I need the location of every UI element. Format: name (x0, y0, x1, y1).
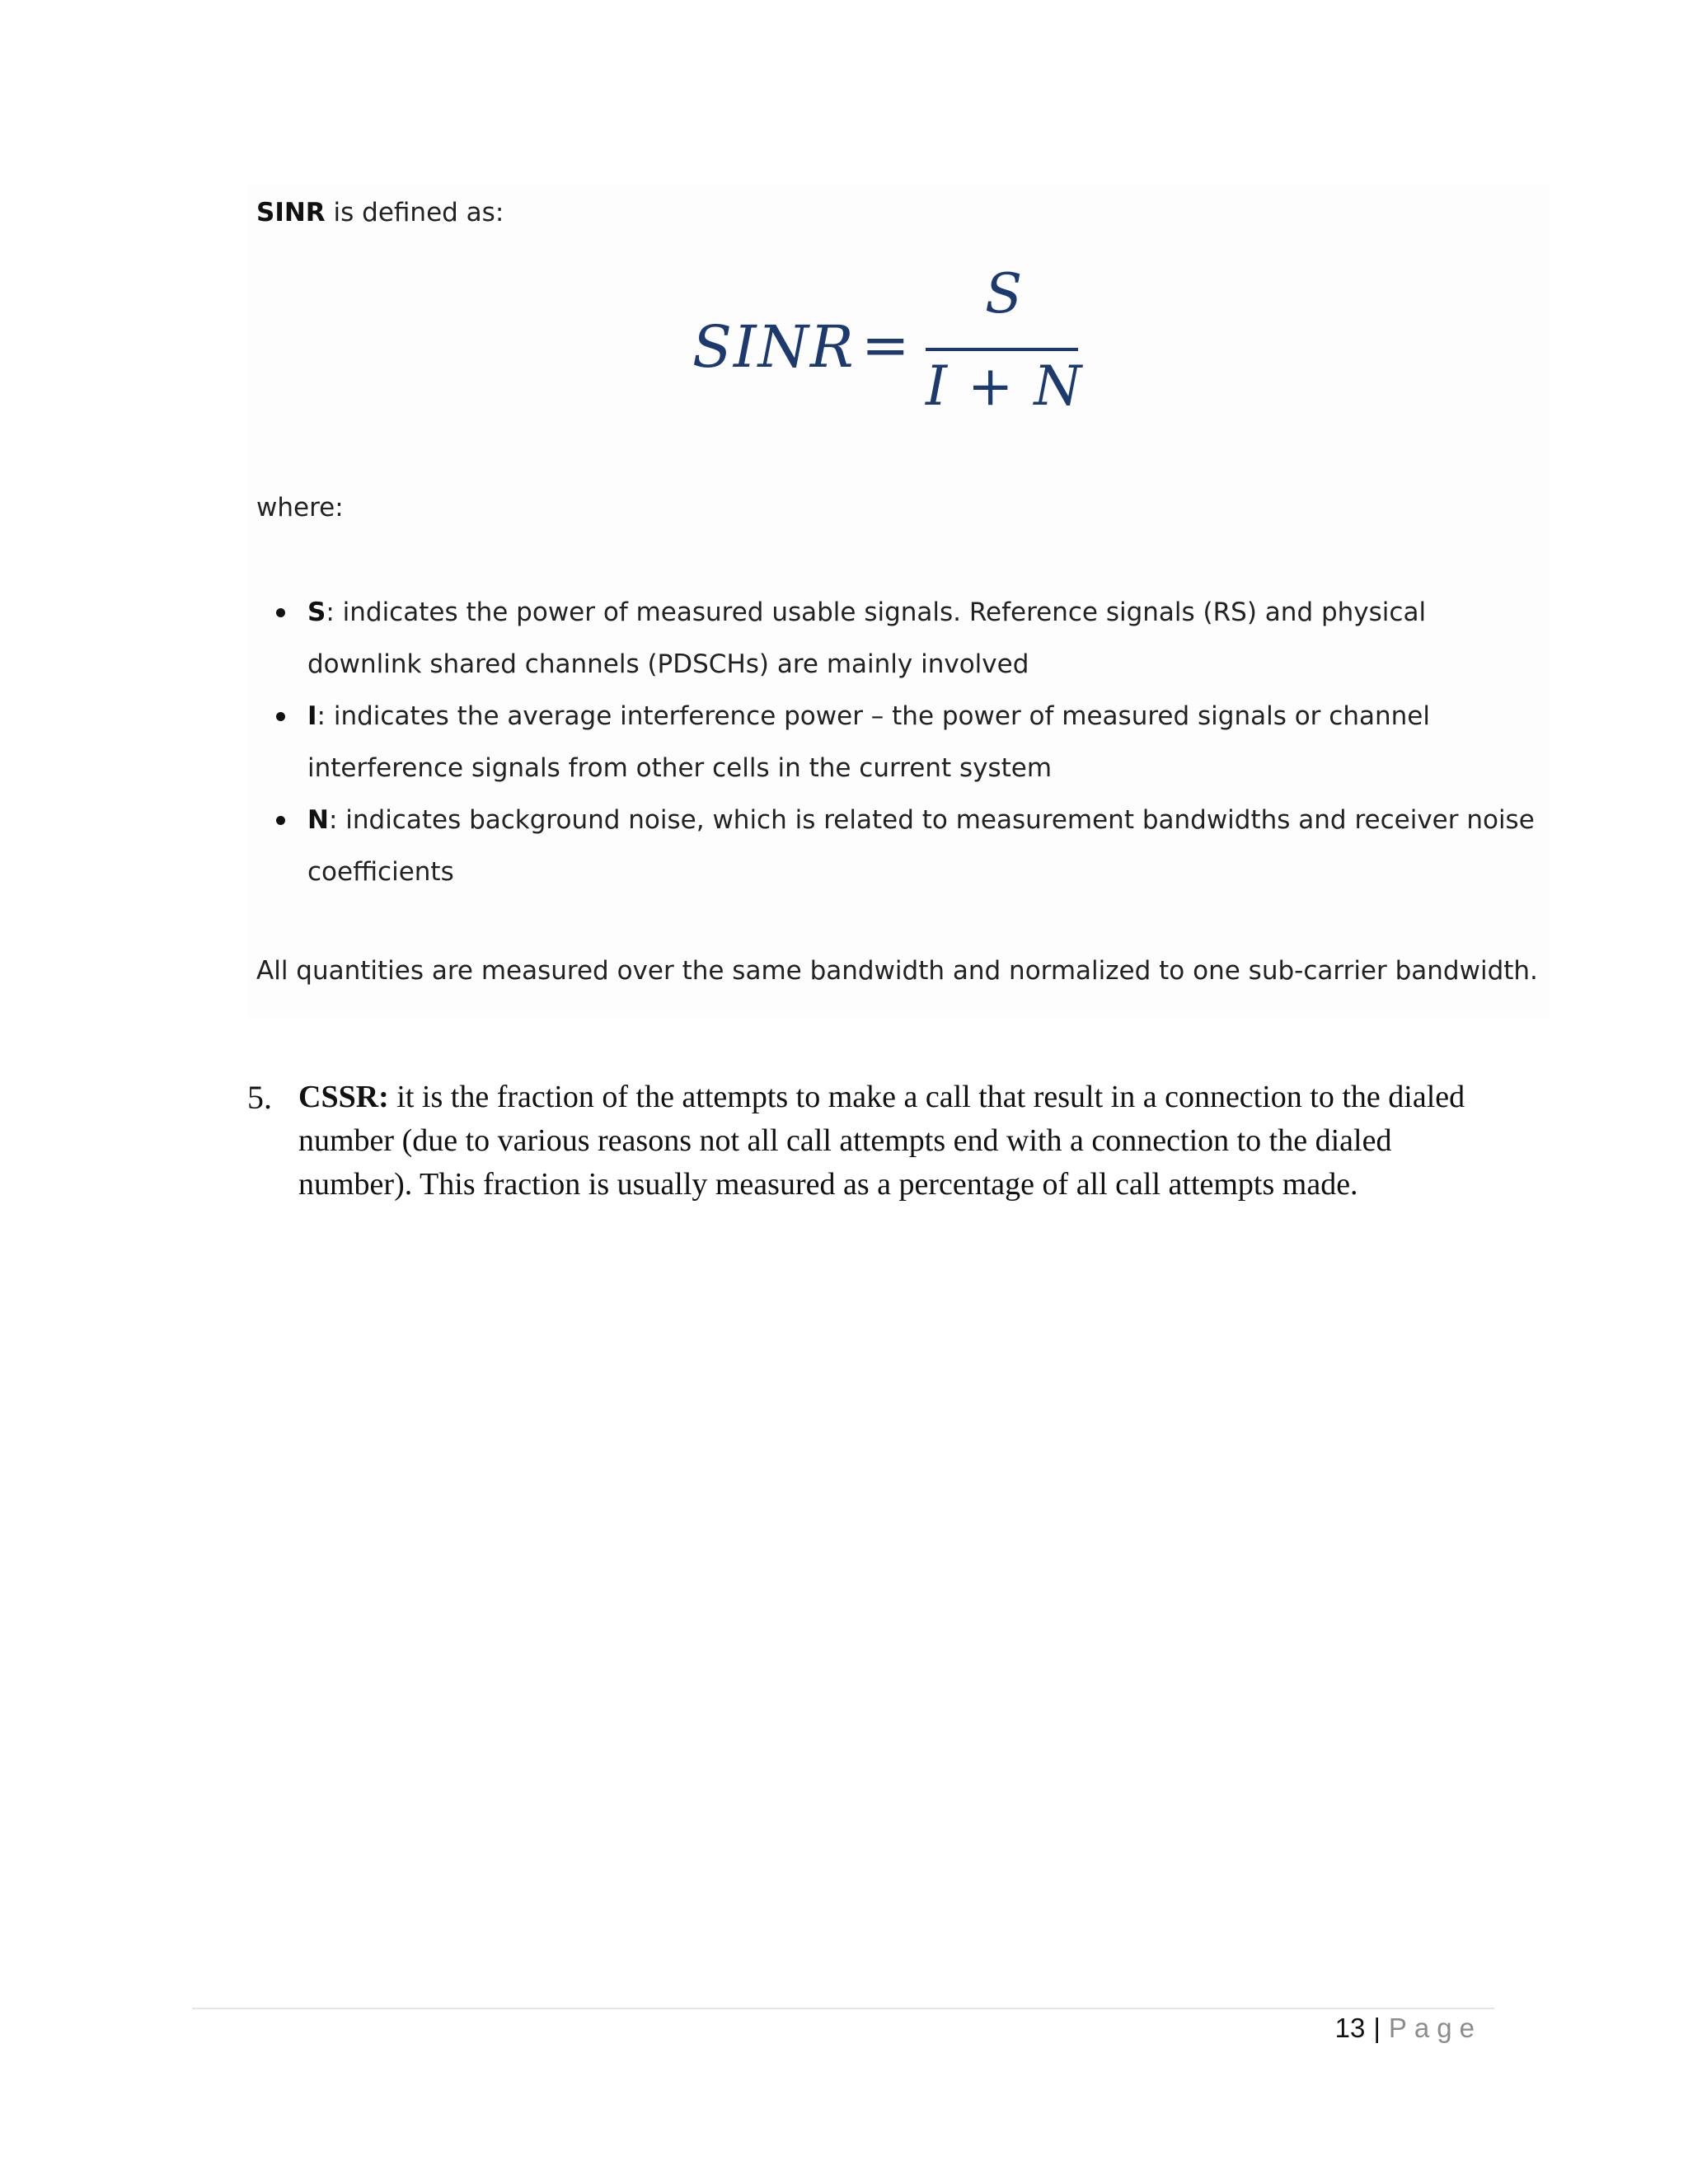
list-item (274, 794, 1544, 898)
formula-denominator: I + N (926, 354, 1084, 418)
bullet-icon (276, 712, 285, 721)
list-item (274, 691, 1544, 794)
bullet-term: N (307, 805, 329, 835)
bullet-icon (276, 816, 285, 825)
sinr-intro (256, 198, 504, 227)
cssr-item (247, 1076, 1484, 1207)
formula-equals: = (861, 312, 910, 379)
page-footer (1335, 2013, 1482, 2044)
footer-divider (192, 2008, 1494, 2009)
bullet-term: I (307, 701, 317, 731)
page-label: Page (1388, 2013, 1482, 2043)
normalization-note: All quantities are measured over the same bandwidth and normalized to one sub-carrier bandwidth. (256, 956, 1538, 986)
sinr-intro-text: is defined as: (325, 198, 504, 227)
bullet-text: : indicates the power of measured usable signals. Reference signals (RS) and physical downlink shared channels (PDSCHs) are mainly involved (307, 598, 1427, 679)
fraction-bar (926, 348, 1078, 351)
definition-list (274, 587, 1544, 898)
where-label: where: (256, 493, 344, 523)
footer-separator: | (1373, 2013, 1381, 2043)
cssr-paragraph (298, 1076, 1469, 1207)
sinr-term: SINR (256, 198, 326, 227)
page-number: 13 (1334, 2013, 1366, 2043)
bullet-text: : indicates background noise, which is related to measurement bandwidths and receiver noise coefficients (307, 805, 1535, 887)
cssr-term: CSSR: (298, 1080, 389, 1114)
list-item (274, 587, 1544, 691)
formula-lhs: SINR (692, 313, 856, 381)
bullet-icon (276, 608, 285, 617)
sinr-formula (692, 262, 1088, 427)
bullet-text: : indicates the average interference power – the power of measured signals or channel interference signals from other cells in the current system (307, 701, 1430, 783)
item-number: 5. (247, 1079, 272, 1116)
formula-numerator: S (985, 262, 1023, 326)
bullet-term: S (307, 598, 326, 627)
cssr-text: it is the fraction of the attempts to make a call that result in a connection to the dialed number (due to various reasons not all call attempts end with a connection to the dialed number). This fraction is usually measured as a percentage of all call attempts made. (298, 1080, 1465, 1202)
